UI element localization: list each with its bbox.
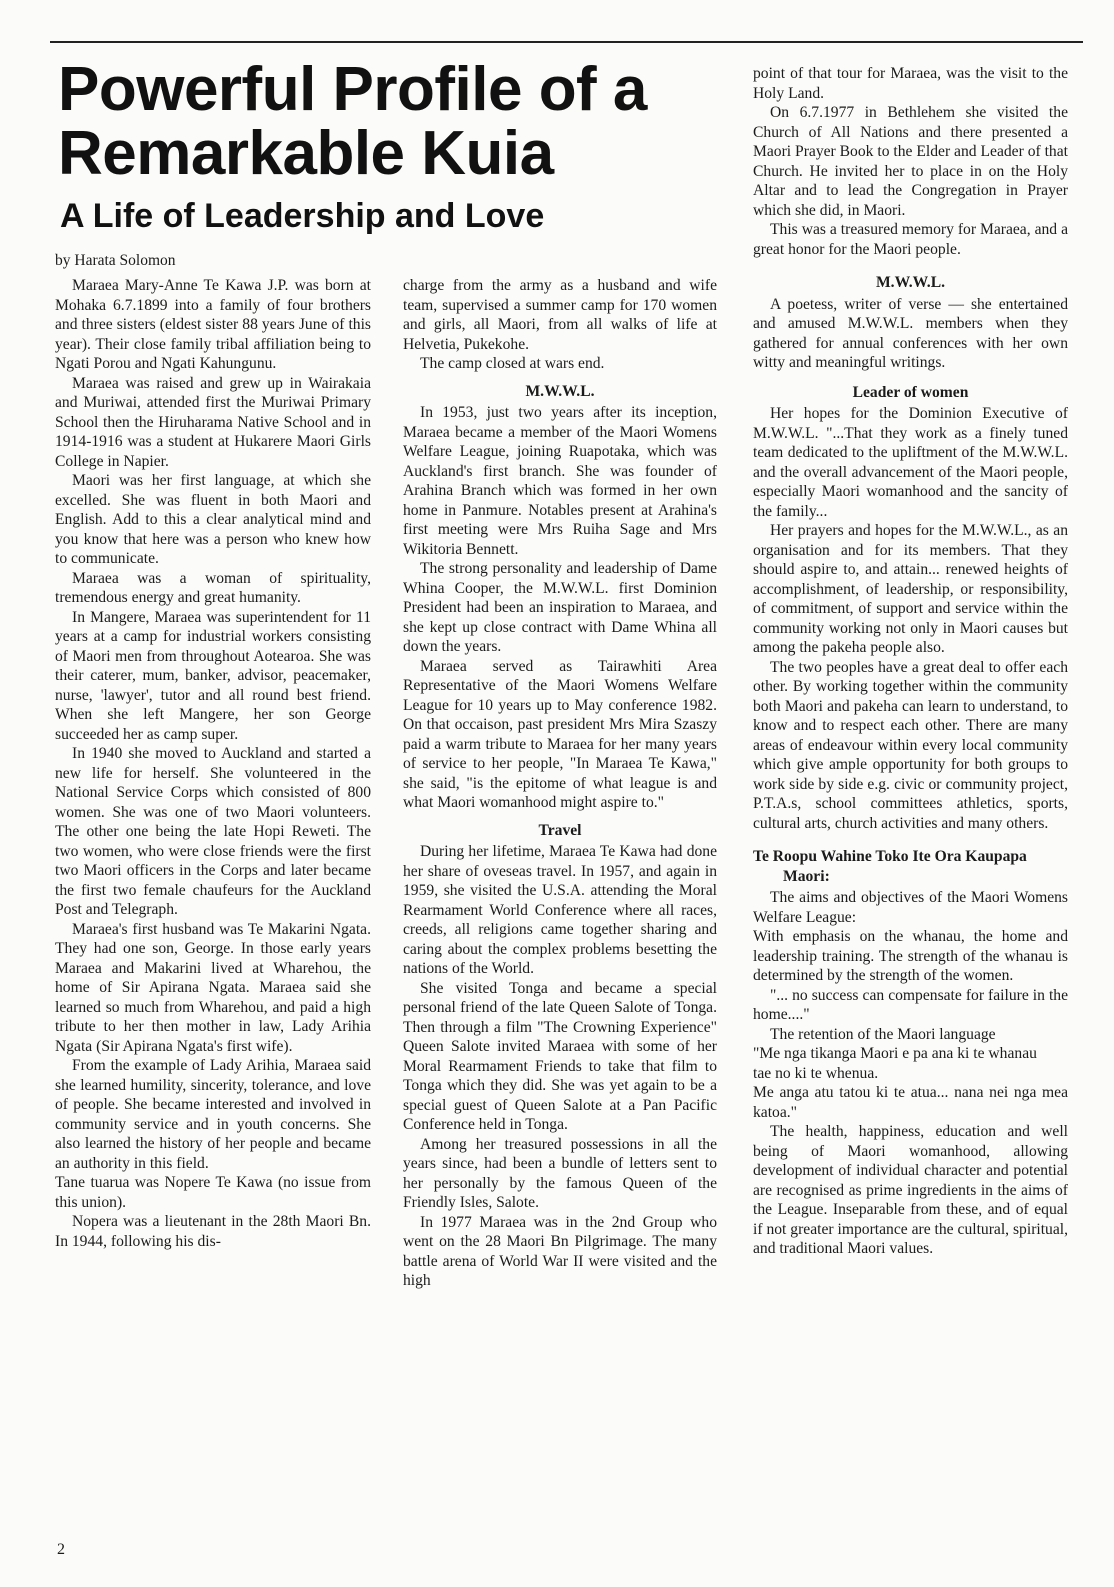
paragraph: charge from the army as a husband and wife team, supervised a summer camp for 170 women and girls, all Maori, from all walks of life at Helvetia, Pukekohe. — [403, 277, 717, 353]
paragraph: Nopera was a lieutenant in the 28th Maori Bn. In 1944, following his dis- — [55, 1213, 371, 1250]
paragraph: "Me nga tikanga Maori e pa ana ki te whanau — [753, 1045, 1037, 1062]
page-number: 2 — [57, 1541, 65, 1558]
paragraph: In 1940 she moved to Auckland and started a new life for herself. She volunteered in the National Service Corps which consisted of 800 women. She was one of two Maori volunteers. The other one being the late Hopi Reweti. The two women, who were close friends were the first two Maori officers in the Corps and later became the first two female chaufeurs for the Auckland Post and Telegraph. — [55, 745, 371, 918]
subheadline: A Life of Leadership and Love — [60, 197, 545, 235]
paragraph: With emphasis on the whanau, the home and leadership training. The strength of the whanau is determined by the strength of the women. — [753, 928, 1068, 984]
paragraph: Tane tuarua was Nopere Te Kawa (no issue from this union). — [55, 1174, 371, 1211]
paragraph: Maraea's first husband was Te Makarini Ngata. They had one son, George. In those early years Maraea and Makarini lived at Wharehou, the home of Sir Apirana Ngata. Maraea said she learned so much from Wharehou, and paid a high tribute to her then mother in law, Lady Arihia Ngata (Sir Apirana Ngata's first wife). — [55, 920, 371, 1055]
column-1 — [55, 276, 371, 1251]
paragraph: Her prayers and hopes for the M.W.W.L., as an organisation and for its members. That they should aspire to, and attain... renewed heights of accomplishment, of leadership, or responsibility, of commitment, of support and service within the community working not only in Maori causes but among the pakeha people also. — [753, 522, 1068, 656]
paragraph: In 1977 Maraea was in the 2nd Group who went on the 28 Maori Bn Pilgrimage. The many battle arena of World War II were visited and the high — [403, 1213, 717, 1289]
paragraph: tae no ki te whenua. — [753, 1064, 879, 1082]
paragraph: In Mangere, Maraea was superintendent for 11 years at a camp for industrial workers consisting of Maori men from throughout Aotearoa. She was their caterer, mum, banker, advisor, peacemaker, nurse, 'lawyer', tutor and all round best friend. When she left Mangere, her son George succeeded her as camp super. — [55, 608, 371, 743]
section-heading-mwwl: M.W.W.L. — [875, 274, 946, 291]
paragraph: Maraea served as Tairawhiti Area Representative of the Maori Womens Welfare League for 10 years up to May conference 1982. On that occaison, past president Mrs Mira Szaszy paid a warm tribute to Maraea for her many years of service to her people, "In Maraea Te Kawa," she said, "is the epitome of what league is and what Maori womanhood might aspire to." — [403, 657, 717, 811]
paragraph: The camp closed at wars end. — [420, 355, 605, 372]
paragraph: A poetess, writer of verse — she entertained and amused M.W.W.L. members when they gathered for annual conferences with her own witty and meaningful writings. — [753, 295, 1068, 371]
paragraph: "... no success can compensate for failure in the home...." — [753, 986, 1068, 1023]
paragraph: The health, happiness, education and well being of Maori womanhood, allowing development of individual character and potential are recognised as prime ingredients in the aims of the League. Inseparable from these, and of equal if not greater importance are the cultural, spiritual, and traditional Maori values. — [753, 1123, 1068, 1257]
paragraph: This was a treasured memory for Maraea, and a great honor for the Maori people. — [753, 221, 1068, 258]
column-3 — [753, 64, 1068, 1259]
paragraph: Maraea was raised and grew up in Wairakaia and Muriwai, attended first the Muriwai Primary School then the Hiruharama Native School and in 1914-1916 was a student at Hukarere Maori Girls College in Napier. — [55, 374, 371, 470]
paragraph: The aims and objectives of the Maori Womens Welfare League: — [753, 889, 1068, 926]
paragraph: Me anga atu tatou ki te atua... nana nei nga mea katoa." — [753, 1084, 1068, 1121]
paragraph: In 1953, just two years after its inception, Maraea became a member of the Maori Womens Welfare League, joining Ruapotaka, which was Auckland's first branch. She was founder of Arahina Branch which was formed in her own home in Panmure. Notables present at Arahina's first meeting were Mrs Ruiha Sage and Mrs Wikitoria Bennett. — [403, 404, 717, 558]
paragraph: Among her treasured possessions in all the years since, had been a bundle of letters sent to her personally by the famous Queen of the Friendly Isles, Salote. — [403, 1135, 717, 1211]
paragraph: point of that tour for Maraea, was the visit to the Holy Land. — [753, 65, 1068, 102]
paragraph: Maori was her first language, at which she excelled. She was fluent in both Maori and English. Add to this a clear analytical mind and you know that here was a person who knew how to communicate. — [55, 472, 371, 567]
paragraph: The strong personality and leadership of Dame Whina Cooper, the M.W.W.L. first Dominion President had been an inspiration to Maraea, and she kept up close contract with Dame Whina all down the years. — [403, 560, 717, 655]
section-heading-te-roopu: Te Roopu Wahine Toko Ite Ora Kaupapa Maori: — [753, 848, 1027, 885]
paragraph: The two peoples have a great deal to offer each other. By working together within the community both Maori and pakeha can learn to understand, to know and to respect each other. There are many areas of endeavour within every local community which give ample opportunity for both groups to work side by side e.g. civic or community project, P.T.A.s, school committees athletics, sports, cultural arts, church activities and many others. — [753, 658, 1068, 832]
paragraph: From the example of Lady Arihia, Maraea said she learned humility, sincerity, tolerance, and love of people. She became interested and involved in community service and in youth concerns. She also learned the history of her people and became an authority in this field. — [55, 1057, 371, 1172]
top-rule — [50, 41, 1083, 43]
byline: by Harata Solomon — [55, 252, 176, 269]
paragraph: Maraea was a woman of spirituality, tremendous energy and great humanity. — [55, 569, 371, 606]
paragraph: The retention of the Maori language — [770, 1025, 996, 1043]
headline: Powerful Profile of a Remarkable Kuia — [58, 55, 647, 188]
paragraph: During her lifetime, Maraea Te Kawa had done her share of oveseas travel. In 1957, and again in 1959, she visited the U.S.A. attending the Moral Rearmament World Conference where all races, creeds, all religions came together sharing and caring about the complex problems besetting the nations of the World. — [403, 843, 717, 977]
paragraph: Her hopes for the Dominion Executive of M.W.W.L. "...That they work as a finely tuned team dedicated to the upliftment of the M.W.W.L. and the overall advancement of the Maori people, especially Maori womanhood and the sancity of the family... — [753, 405, 1068, 520]
paragraph: Maraea Mary-Anne Te Kawa J.P. was born at Mohaka 6.7.1899 into a family of four brothers and three sisters (eldest sister 88 years June of this year). Their close family tribal affiliation being to Ngati Porou and Ngati Kahungunu. — [55, 277, 371, 372]
paragraph: On 6.7.1977 in Bethlehem she visited the Church of All Nations and there presented a Maori Prayer Book to the Elder and Leader of that Church. He invited her to place in on the Holy Altar and to lead the Congregation in Prayer which she did, in Maori. — [753, 104, 1068, 219]
section-heading-travel: Travel — [538, 821, 582, 839]
section-heading-leader-of-women: Leader of women — [852, 383, 969, 401]
section-heading-mwwl: M.W.W.L. — [525, 382, 595, 400]
column-2 — [403, 276, 717, 1291]
paragraph: She visited Tonga and became a special personal friend of the late Queen Salote of Tonga. Then through a film "The Crowning Experience" Queen Salote invited Maraea with some of her Moral Rearmament Friends to take that film to Tonga which they did. She was yet again to be a special guest of Queen Salote at a Pan Pacific Conference held in Tonga. — [403, 979, 717, 1133]
